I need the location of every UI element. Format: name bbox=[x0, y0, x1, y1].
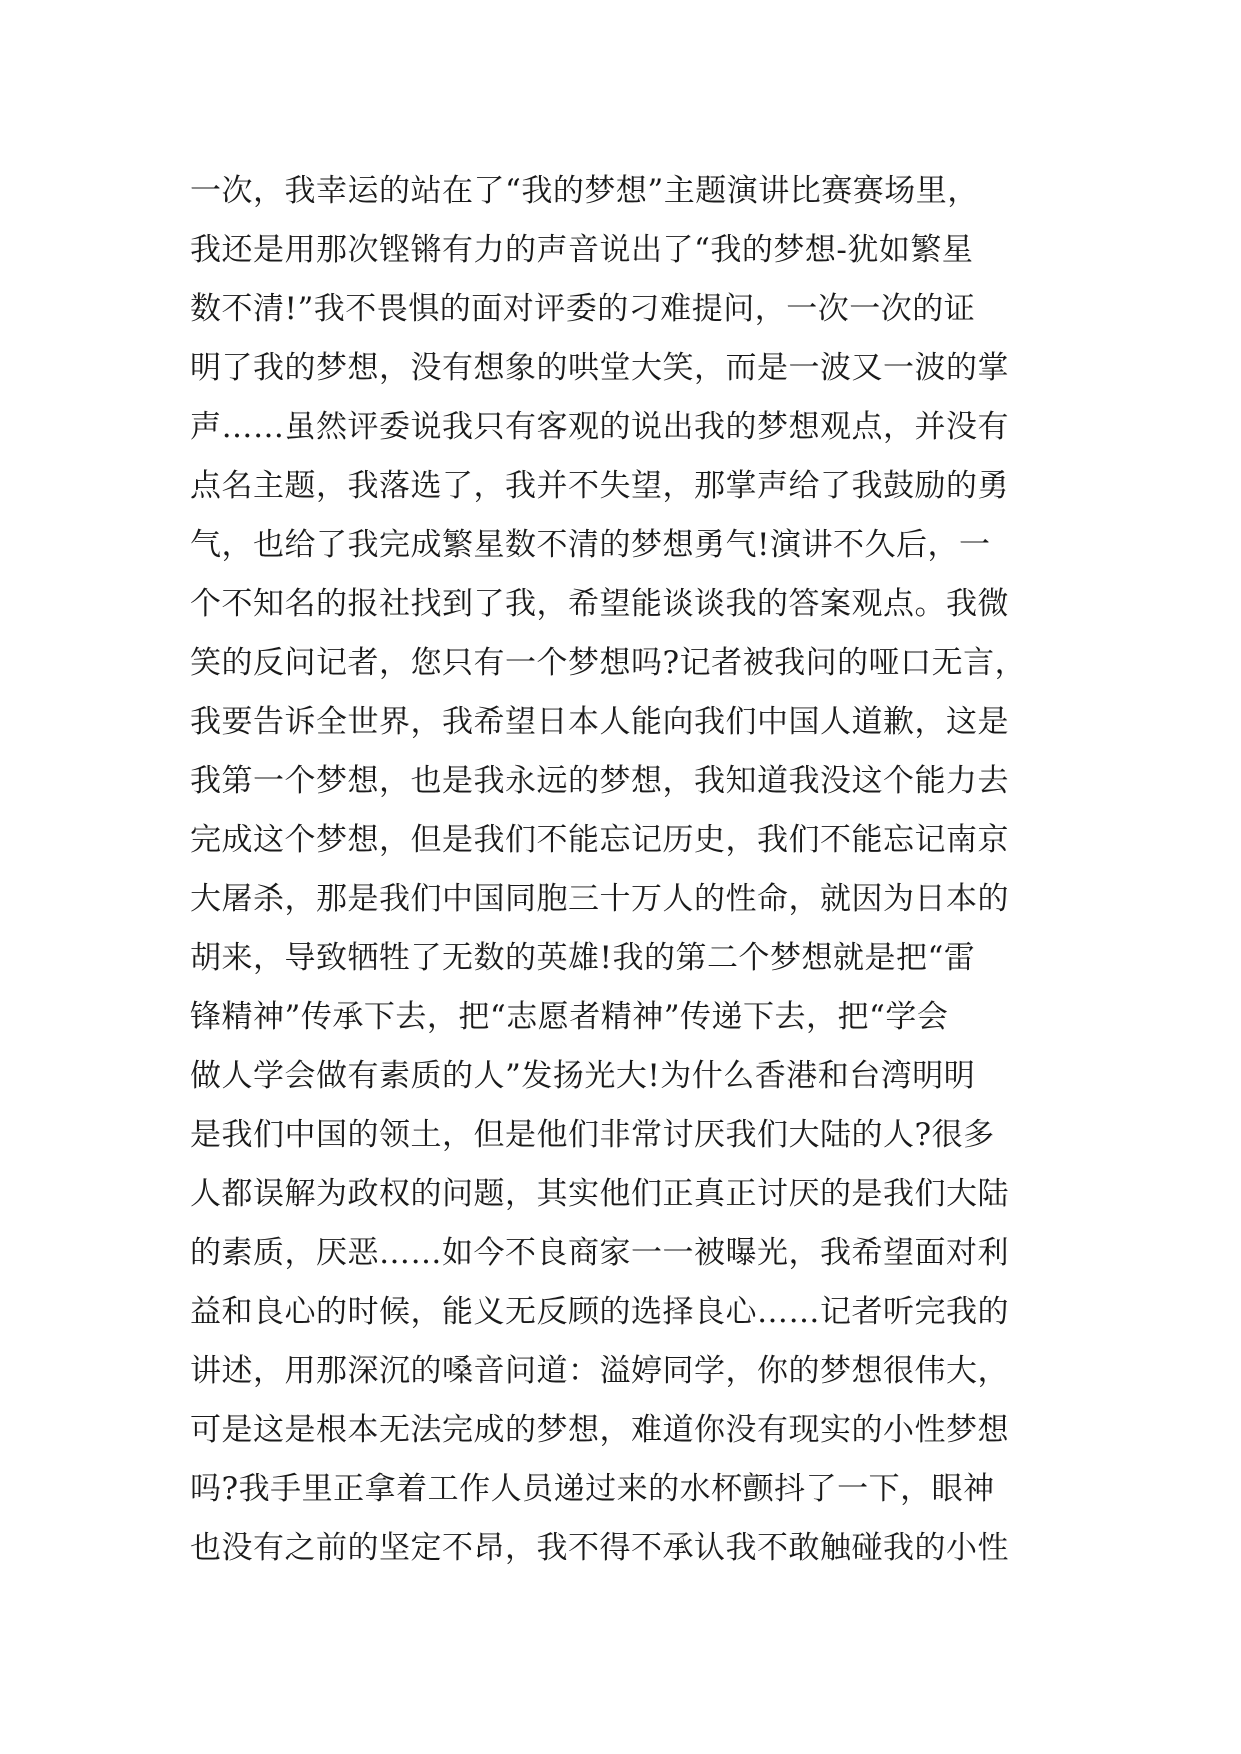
text-line: 胡来，导致牺牲了无数的英雄!我的第二个梦想就是把“雷 bbox=[190, 940, 976, 976]
text-line: 完成这个梦想，但是我们不能忘记历史，我们不能忘记南京 bbox=[190, 822, 1009, 858]
text-line: 我第一个梦想，也是我永远的梦想，我知道我没这个能力去 bbox=[190, 763, 1009, 799]
text-line: 声……虽然评委说我只有客观的说出我的梦想观点，并没有 bbox=[190, 409, 1009, 445]
text-line: 大屠杀，那是我们中国同胞三十万人的性命，就因为日本的 bbox=[190, 881, 1009, 917]
text-line: 我要告诉全世界，我希望日本人能向我们中国人道歉，这是 bbox=[190, 704, 1009, 740]
text-line: 讲述，用那深沉的嗓音问道：溢婷同学，你的梦想很伟大， bbox=[190, 1353, 1009, 1389]
text-line: 我还是用那次铿锵有力的声音说出了“我的梦想-犹如繁星 bbox=[190, 232, 974, 268]
text-line: 点名主题，我落选了，我并不失望，那掌声给了我鼓励的勇 bbox=[190, 468, 1009, 504]
text-line: 数不清!”我不畏惧的面对评委的刁难提问，一次一次的证 bbox=[190, 291, 976, 327]
text-line: 吗?我手里正拿着工作人员递过来的水杯颤抖了一下，眼神 bbox=[190, 1471, 995, 1507]
text-line: 是我们中国的领土，但是他们非常讨厌我们大陆的人?很多 bbox=[190, 1117, 995, 1153]
text-line: 锋精神”传承下去，把“志愿者精神”传递下去，把“学会 bbox=[190, 999, 949, 1035]
text-line: 可是这是根本无法完成的梦想，难道你没有现实的小性梦想 bbox=[190, 1412, 1009, 1448]
text-line: 做人学会做有素质的人”发扬光大!为什么香港和台湾明明 bbox=[190, 1058, 976, 1094]
text-line: 益和良心的时候，能义无反顾的选择良心……记者听完我的 bbox=[190, 1294, 1009, 1330]
text-line: 笑的反问记者，您只有一个梦想吗?记者被我问的哑口无言， bbox=[190, 645, 1027, 681]
text-line: 也没有之前的坚定不昂，我不得不承认我不敢触碰我的小性 bbox=[190, 1530, 1009, 1566]
text-line: 气，也给了我完成繁星数不清的梦想勇气!演讲不久后，一 bbox=[190, 527, 991, 563]
text-line: 一次，我幸运的站在了“我的梦想”主题演讲比赛赛场里， bbox=[190, 173, 979, 209]
text-line: 明了我的梦想，没有想象的哄堂大笑，而是一波又一波的掌 bbox=[190, 350, 1009, 386]
body-text bbox=[190, 162, 1070, 1578]
text-line: 的素质，厌恶……如今不良商家一一被曝光，我希望面对利 bbox=[190, 1235, 1009, 1271]
text-line: 人都误解为政权的问题，其实他们正真正讨厌的是我们大陆 bbox=[190, 1176, 1009, 1212]
text-line: 个不知名的报社找到了我，希望能谈谈我的答案观点。我微 bbox=[190, 586, 1009, 622]
